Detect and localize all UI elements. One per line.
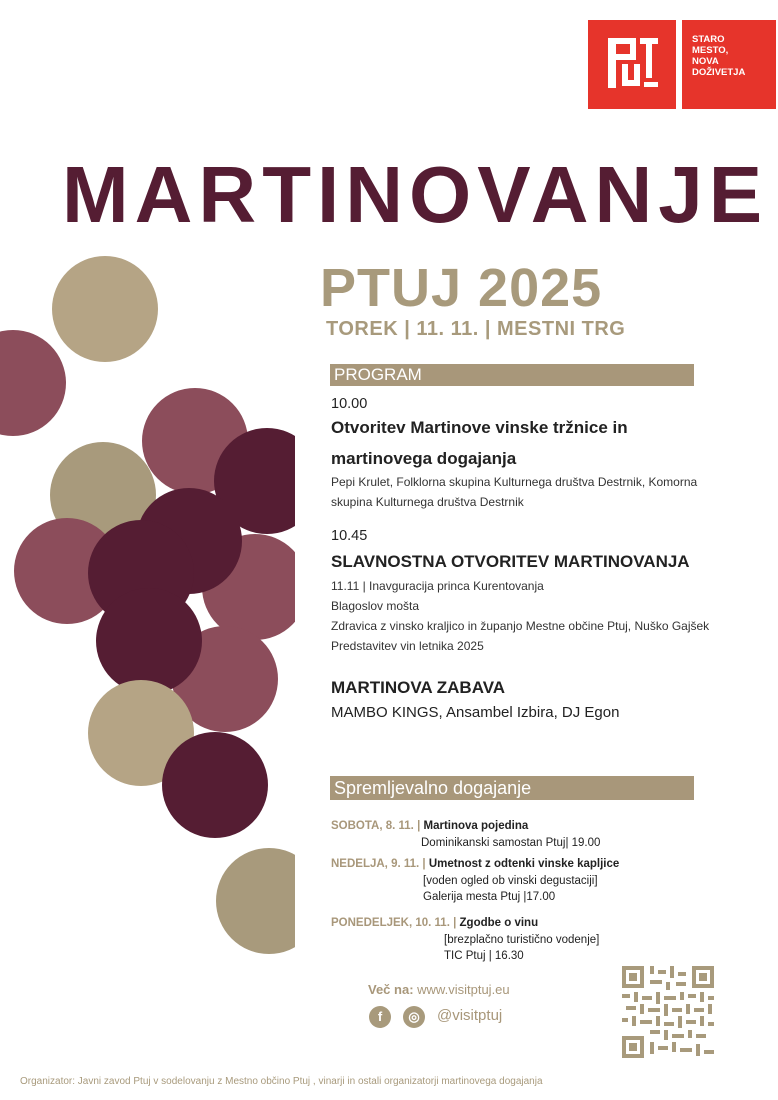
event-time: 10.00 — [331, 396, 368, 412]
side-event-detail: Galerija mesta Ptuj |17.00 — [423, 891, 556, 903]
event-desc-line: Blagoslov mošta — [331, 599, 420, 613]
side-event-day: NEDELJA, 9. 11. | — [331, 858, 426, 870]
grape-circle — [52, 256, 158, 362]
footer-organizer: Organizator: Javni zavod Ptuj v sodelovanju z Mestno občino Ptuj , vinarji in ostali organizatorji martinovega dogajanja — [20, 1076, 543, 1087]
event-title — [331, 412, 751, 474]
side-event-day: PONEDELJEK, 10. 11. | — [331, 917, 457, 929]
logo-slogan: STARO MESTO, NOVA DOŽIVETJA — [692, 34, 746, 78]
event-title-line: martinovega dogajanja — [331, 449, 517, 468]
side-event-name: Umetnost z odtenki vinske kapljice — [428, 858, 620, 870]
grape-circle — [216, 848, 295, 954]
side-event — [331, 915, 711, 965]
event-desc-line: skupina Kulturnega društva Destrnik — [331, 495, 524, 509]
facebook-icon[interactable]: f — [369, 1006, 391, 1028]
grape-decoration — [0, 0, 295, 1100]
page-title: MARTINOVANJE — [62, 150, 769, 239]
side-event — [331, 818, 691, 851]
event-desc-line: Zdravica z vinsko kraljico in županjo Mestne občine Ptuj, Nuško Gajšek — [331, 619, 710, 633]
side-event — [331, 856, 711, 906]
side-event-name: Martinova pojedina — [423, 820, 529, 832]
grape-circle — [96, 588, 202, 694]
side-event-detail: Dominikanski samostan Ptuj| 19.00 — [421, 836, 601, 849]
grape-circle — [162, 732, 268, 838]
event-title-line: Otvoritev Martinove vinske tržnice in — [331, 418, 628, 437]
event-description — [331, 472, 751, 512]
grape-circle — [0, 330, 66, 436]
qr-code[interactable] — [622, 966, 714, 1058]
website-link[interactable]: www.visitptuj.eu — [417, 982, 510, 997]
more-info-label: Več na: — [368, 982, 414, 997]
qr-code-icon — [622, 966, 714, 1058]
page-subtitle: PTUJ 2025 — [320, 258, 603, 318]
more-info — [368, 982, 510, 997]
event-title: MARTINOVA ZABAVA — [331, 678, 506, 697]
social-handle[interactable]: @visitptuj — [437, 1007, 503, 1024]
side-event-name: Zgodbe o vinu — [459, 917, 539, 929]
side-event-detail: [voden ogled ob vinski degustaciji] — [423, 874, 598, 887]
event-description: MAMBO KINGS, Ansambel Izbira, DJ Egon — [331, 704, 620, 721]
event-time: 10.45 — [331, 528, 368, 544]
event-title: SLAVNOSTNA OTVORITEV MARTINOVANJA — [331, 552, 690, 571]
program-heading: PROGRAM — [330, 364, 694, 386]
event-description — [331, 576, 751, 656]
side-event-detail: [brezplačno turistično vodenje] — [444, 933, 600, 946]
side-event-day: SOBOTA, 8. 11. | — [331, 820, 421, 832]
instagram-icon[interactable]: ◎ — [403, 1006, 425, 1028]
event-desc-line: Pepi Krulet, Folklorna skupina Kulturnega društva Destrnik, Komorna — [331, 475, 698, 489]
ptuj-logo-icon — [588, 20, 676, 109]
side-program-heading: Spremljevalno dogajanje — [330, 776, 694, 800]
logo-mark — [588, 20, 676, 109]
event-desc-line: Predstavitev vin letnika 2025 — [331, 639, 484, 653]
event-desc-line: 11.11 | Inavguracija princa Kurentovanja — [331, 579, 544, 593]
side-event-detail: TIC Ptuj | 16.30 — [444, 950, 524, 962]
date-line: TOREK | 11. 11. | MESTNI TRG — [326, 318, 626, 340]
